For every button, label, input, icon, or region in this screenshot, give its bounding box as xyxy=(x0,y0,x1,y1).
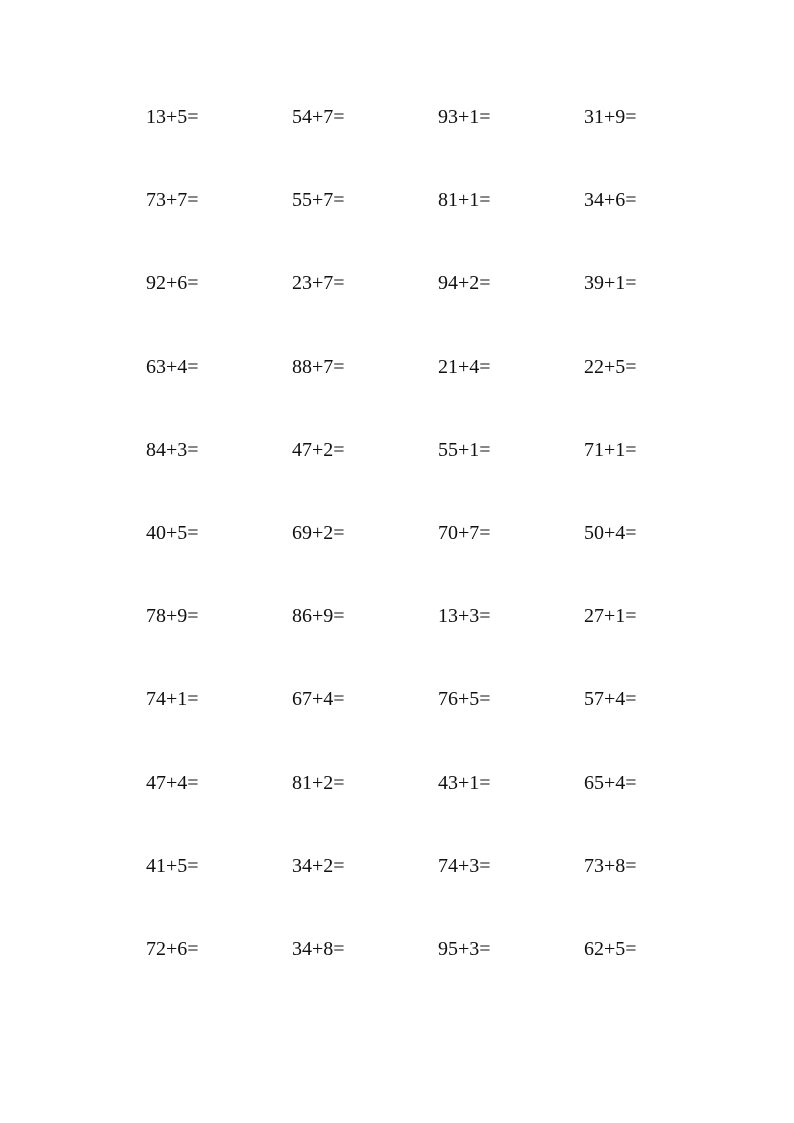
problem: 63+4= xyxy=(146,355,199,378)
problem: 73+8= xyxy=(584,854,637,877)
problem: 67+4= xyxy=(292,688,345,711)
problem: 62+5= xyxy=(584,937,637,960)
problem: 88+7= xyxy=(292,355,345,378)
problem: 23+7= xyxy=(292,272,345,295)
problem: 54+7= xyxy=(292,106,345,128)
problem: 73+7= xyxy=(146,189,199,212)
problem: 22+5= xyxy=(584,355,637,378)
problem: 95+3= xyxy=(438,937,491,960)
problem: 55+1= xyxy=(438,438,491,461)
problem: 81+2= xyxy=(292,771,345,794)
problem: 39+1= xyxy=(584,272,637,295)
problem: 72+6= xyxy=(146,937,199,960)
problem: 55+7= xyxy=(292,189,345,212)
problem: 86+9= xyxy=(292,605,345,628)
problem: 13+3= xyxy=(438,605,491,628)
problem: 57+4= xyxy=(584,688,637,711)
problem: 13+5= xyxy=(146,106,199,128)
problem: 43+1= xyxy=(438,771,491,794)
problem: 76+5= xyxy=(438,688,491,711)
problem: 34+6= xyxy=(584,189,637,212)
problem: 27+1= xyxy=(584,605,637,628)
problem: 70+7= xyxy=(438,521,491,544)
problem: 74+1= xyxy=(146,688,199,711)
problem: 21+4= xyxy=(438,355,491,378)
problem: 78+9= xyxy=(146,605,199,628)
problem: 31+9= xyxy=(584,106,637,128)
problem: 40+5= xyxy=(146,521,199,544)
problem: 50+4= xyxy=(584,521,637,544)
problem: 65+4= xyxy=(584,771,637,794)
problem: 41+5= xyxy=(146,854,199,877)
problem: 47+4= xyxy=(146,771,199,794)
problem-grid xyxy=(146,102,666,1017)
problem: 34+8= xyxy=(292,937,345,960)
problem: 71+1= xyxy=(584,438,637,461)
problem: 47+2= xyxy=(292,438,345,461)
problem: 84+3= xyxy=(146,438,199,461)
problem: 92+6= xyxy=(146,272,199,295)
problem: 81+1= xyxy=(438,189,491,212)
problem: 74+3= xyxy=(438,854,491,877)
problem: 34+2= xyxy=(292,854,345,877)
problem: 94+2= xyxy=(438,272,491,295)
problem: 93+1= xyxy=(438,106,491,128)
problem: 69+2= xyxy=(292,521,345,544)
